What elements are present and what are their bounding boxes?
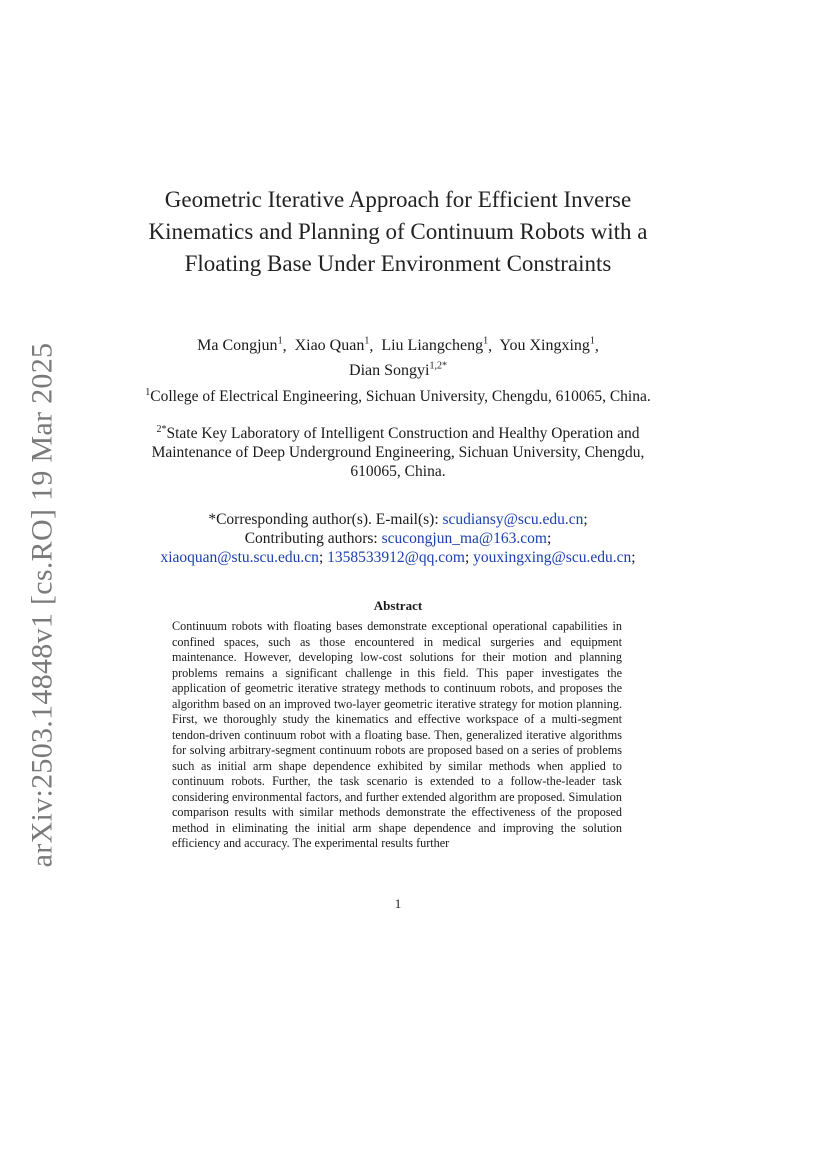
contributing-emails-line: xiaoquan@stu.scu.edu.cn; 1358533912@qq.com; youxingxing@scu.edu.cn; (160, 549, 636, 566)
corresponding-line: *Corresponding author(s). E-mail(s): scudiansy@scu.edu.cn; (208, 511, 588, 528)
author-name: Liu Liangcheng$^1$ (381, 336, 489, 355)
email-link[interactable]: youxingxing@scu.edu.cn (473, 549, 632, 566)
author-list: Ma Congjun$^1$, Xiao Quan$^1$, Liu Liangcheng$^1$, You Xingxing$^1$, Dian Songyi$^{1,2*}$ (197, 336, 599, 379)
contributing-line: Contributing authors: scucongjun_ma@163.com; (244, 530, 552, 547)
contact-info (130, 510, 666, 567)
abstract-heading: Abstract (373, 598, 423, 613)
email-link[interactable]: xiaoquan@stu.scu.edu.cn (160, 549, 319, 566)
email-link[interactable]: scudiansy@scu.edu.cn (442, 511, 584, 528)
author-name: Xiao Quan$^1$ (294, 336, 370, 355)
paper-title: Geometric Iterative Approach for Efficient Inverse Kinematics and Planning of Continuum Robots with a Floating Base Under Environment Constraints (148, 187, 648, 276)
arxiv-stamp (22, 342, 62, 868)
affiliation-1: $^1$College of Electrical Engineering, Sichuan University, Chengdu, 610065, China. (145, 387, 651, 406)
affiliation-2: $^{2*}$State Key Laboratory of Intelligent Construction and Healthy Operation and Maintenance of Deep Underground Engineering, Sichuan University, Chengdu, 610065, China. (151, 424, 645, 481)
page-number: 1 (394, 896, 402, 911)
abstract-body: Continuum robots with floating bases demonstrate exceptional operational capabilities in confined spaces, such as those encountered in medical surgeries and equipment maintenance. However, developing low-cost solutions for their motion and planning problems remains a significant challenge in this field. This paper investigates the application of geometric iterative strategy methods to continuum robots, and proposes the algorithm based on an improved two-layer geometric iterative strategy for motion planning. First, we thoroughly study the kinematics and effective workspace of a multi-segment tendon-driven continuum robot with a floating base. Then, generalized iterative algorithms for solving arbitrary-segment continuum robots are proposed based on a series of problems such as initial arm shape dependence exhibited by similar methods when applied to continuum robots. Further, the task scenario is extended to a follow-the-leader task considering environmental factors, and further extended algorithm are proposed. Simulation comparison results with similar methods demonstrate the effectiveness of the proposed method in eliminating the initial arm shape dependence and improving the solution efficiency and accuracy. The experimental results further (172, 619, 622, 850)
author-name: Dian Songyi$^{1,2*}$ (349, 360, 447, 379)
email-link[interactable]: 1358533912@qq.com (327, 549, 465, 566)
author-name: Ma Congjun$^1$ (197, 336, 283, 355)
arxiv-identifier: arXiv:2503.14848v1 [cs.RO] 19 Mar 2025 (25, 342, 59, 868)
email-link[interactable]: scucongjun_ma@163.com (381, 530, 547, 547)
author-name: You Xingxing$^1$ (499, 336, 595, 355)
